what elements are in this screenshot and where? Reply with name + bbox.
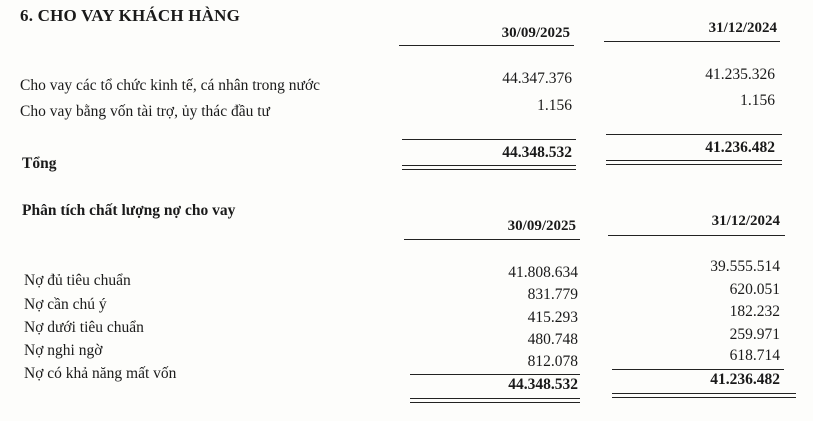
- loans-col-header-1: 30/09/2025: [501, 25, 570, 41]
- quality-header-underline-1: [404, 239, 580, 240]
- quality-row-value-4a: 480.748: [527, 331, 578, 348]
- quality-row-label-1: Nợ đủ tiêu chuẩn: [24, 272, 131, 289]
- quality-row-value-2b: 620.051: [729, 281, 780, 298]
- quality-row-value-3a: 415.293: [527, 309, 578, 326]
- quality-title: Phân tích chất lượng nợ cho vay: [22, 202, 236, 219]
- quality-total-doubleline-1: [410, 398, 580, 403]
- loans-header-underline-2: [604, 41, 780, 42]
- loans-row-value-2a: 1.156: [537, 97, 572, 114]
- loans-row-value-1a: 44.347.376: [502, 70, 572, 87]
- loans-header-underline-1: [399, 45, 574, 46]
- section-title: 6. CHO VAY KHÁCH HÀNG: [20, 6, 241, 25]
- quality-row-value-1b: 39.555.514: [710, 258, 780, 275]
- quality-row-value-1a: 41.808.634: [508, 264, 578, 281]
- loans-row-value-1b: 41.235.326: [705, 66, 775, 83]
- quality-row-label-5: Nợ có khả năng mất vốn: [24, 365, 177, 382]
- quality-row-value-4b: 259.971: [729, 326, 780, 343]
- loans-row-label-2: Cho vay bằng vốn tài trợ, ủy thác đầu tư: [20, 103, 270, 120]
- quality-header-underline-2: [608, 235, 785, 236]
- quality-total-topline-1: [410, 374, 580, 375]
- quality-total-value-b: 41.236.482: [710, 371, 780, 388]
- loans-row-value-2b: 1.156: [740, 92, 775, 109]
- quality-row-label-3: Nợ dưới tiêu chuẩn: [24, 319, 144, 336]
- loans-row-label-1: Cho vay các tổ chức kinh tế, cá nhân trong nước: [20, 77, 321, 94]
- quality-row-label-4: Nợ nghi ngờ: [24, 342, 103, 359]
- quality-col-header-2: 31/12/2024: [711, 213, 780, 229]
- quality-total-doubleline-2: [612, 393, 796, 398]
- loans-total-topline-2: [606, 134, 782, 135]
- quality-row-label-2: Nợ cần chú ý: [24, 296, 107, 313]
- quality-row-value-2a: 831.779: [527, 286, 578, 303]
- quality-row-value-3b: 182.232: [729, 303, 780, 320]
- loans-total-label: Tổng: [22, 155, 57, 172]
- quality-total-topline-2: [612, 369, 784, 370]
- quality-col-header-1: 30/09/2025: [507, 218, 576, 234]
- quality-total-value-a: 44.348.532: [508, 376, 578, 393]
- loans-total-doubleline-2: [606, 160, 782, 165]
- loans-total-doubleline-1: [402, 165, 576, 170]
- loans-total-topline-1: [402, 139, 576, 140]
- quality-row-value-5a: 812.078: [527, 353, 578, 370]
- loans-total-value-b: 41.236.482: [705, 139, 775, 156]
- loans-col-header-2: 31/12/2024: [708, 20, 777, 36]
- quality-row-value-5b: 618.714: [729, 347, 780, 364]
- loans-total-value-a: 44.348.532: [502, 144, 572, 161]
